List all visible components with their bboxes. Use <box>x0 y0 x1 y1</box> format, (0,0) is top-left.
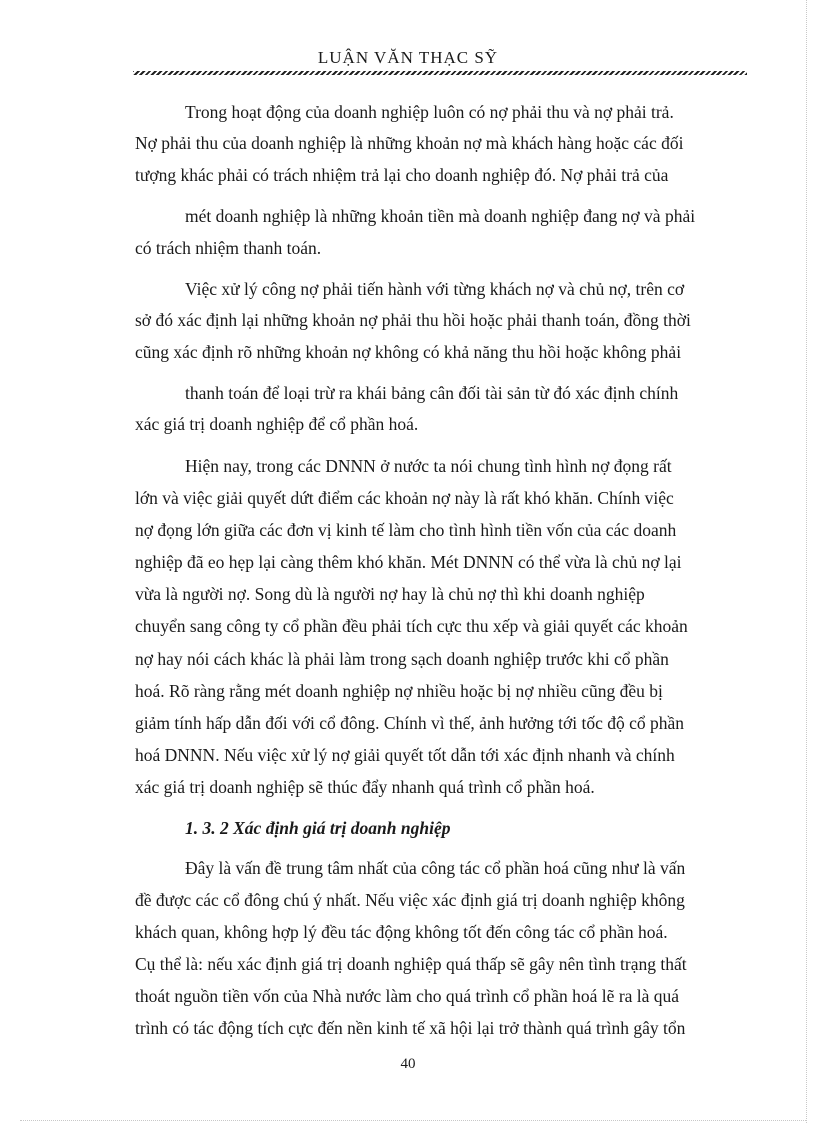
running-header: LUẬN VĂN THẠC SỸ <box>317 48 499 67</box>
page-border-right <box>806 0 807 1123</box>
text-line: thanh toán để loại trừ ra khái bảng cân đối tài sản từ đó xác định chính <box>185 383 679 403</box>
text-line: sở đó xác định lại những khoản nợ phải thu hồi hoặc phải thanh toán, đồng thời <box>135 310 691 330</box>
text-line: hoá. Rõ ràng rằng mét doanh nghiệp nợ nhiều hoặc bị nợ nhiều cũng đều bị <box>135 681 663 701</box>
text-line: cũng xác định rõ những khoản nợ không có khả năng thu hồi hoặc không phải <box>135 342 682 362</box>
text-line: hoá DNNN. Nếu việc xử lý nợ giải quyết tốt dẫn tới xác định nhanh và chính <box>135 745 675 765</box>
text-line: Việc xử lý công nợ phải tiến hành với từng khách nợ và chủ nợ, trên cơ <box>185 279 685 299</box>
text-line: vừa là người nợ. Song dù là người nợ hay là chủ nợ thì khi doanh nghiệp <box>135 584 645 604</box>
page-number: 40 <box>400 1056 416 1072</box>
text-line: chuyển sang công ty cổ phần đều phải tích cực thu xếp và giải quyết các khoản <box>135 616 688 636</box>
text-line: nợ hay nói cách khác là phải làm trong sạch doanh nghiệp trước khi cổ phần <box>135 649 669 669</box>
text-line: lớn và việc giải quyết dứt điểm các khoản nợ này là rất khó khăn. Chính việc <box>135 488 674 508</box>
text-line: mét doanh nghiệp là những khoản tiền mà doanh nghiệp đang nợ và phải <box>185 206 696 226</box>
text-line: có trách nhiệm thanh toán. <box>135 238 322 258</box>
text-line: Nợ phải thu của doanh nghiệp là những khoản nợ mà khách hàng hoặc các đối <box>135 133 684 153</box>
section-heading: 1. 3. 2 Xác định giá trị doanh nghiệp <box>185 818 451 838</box>
text-line: trình có tác động tích cực đến nền kinh tế xã hội lại trở thành quá trình gây tổn <box>135 1018 686 1038</box>
text-line: Đây là vấn đề trung tâm nhất của công tác cổ phần hoá cũng như là vấn <box>185 858 686 878</box>
header-divider <box>133 71 747 75</box>
text-line: Cụ thể là: nếu xác định giá trị doanh nghiệp quá thấp sẽ gây nên tình trạng thất <box>135 954 687 974</box>
text-line: Hiện nay, trong các DNNN ở nước ta nói chung tình hình nợ đọng rất <box>185 456 672 476</box>
text-line: khách quan, không hợp lý đều tác động không tốt đến công tác cổ phần hoá. <box>135 922 668 942</box>
page-border-bottom <box>20 1120 806 1121</box>
text-line: đề được các cổ đông chú ý nhất. Nếu việc xác định giá trị doanh nghiệp không <box>135 890 685 910</box>
text-line: xác giá trị doanh nghiệp sẽ thúc đẩy nhanh quá trình cổ phần hoá. <box>135 777 595 797</box>
text-line: nghiệp đã eo hẹp lại càng thêm khó khăn. Mét DNNN có thể vừa là chủ nợ lại <box>135 552 682 572</box>
text-line: giảm tính hấp dẫn đối với cổ đông. Chính vì thế, ảnh hưởng tới tốc độ cổ phần <box>135 713 685 733</box>
text-line: tượng khác phải có trách nhiệm trả lại cho doanh nghiệp đó. Nợ phải trả của <box>135 165 669 185</box>
text-line: nợ đọng lớn giữa các đơn vị kinh tế làm cho tình hình tiền vốn của các doanh <box>135 520 677 540</box>
text-line: thoát nguồn tiền vốn của Nhà nước làm cho quá trình cổ phần hoá lẽ ra là quá <box>135 986 680 1006</box>
text-line: xác giá trị doanh nghiệp để cổ phần hoá. <box>135 414 419 434</box>
text-line: Trong hoạt động của doanh nghiệp luôn có nợ phải thu và nợ phải trả. <box>185 102 674 122</box>
